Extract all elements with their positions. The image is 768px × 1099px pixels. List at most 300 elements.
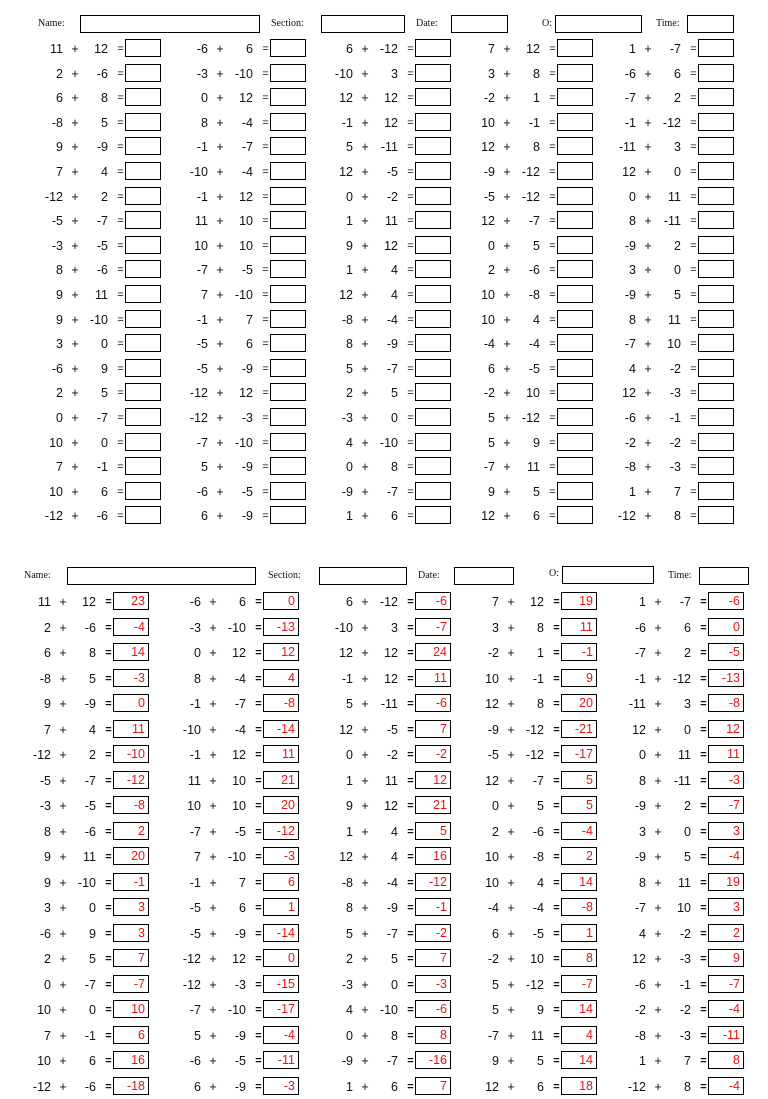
- equals-sign: =: [105, 978, 112, 991]
- plus-sign: +: [503, 189, 511, 204]
- answer-box[interactable]: 3: [708, 898, 744, 916]
- answer-box[interactable]: [125, 64, 161, 82]
- answer-box[interactable]: 6: [263, 873, 299, 891]
- answer-box[interactable]: -15: [263, 975, 299, 993]
- answer-box[interactable]: 0: [263, 592, 299, 610]
- addend-b: -6: [96, 509, 108, 524]
- answer-box[interactable]: 12: [415, 771, 451, 789]
- answer-box[interactable]: 7: [113, 949, 149, 967]
- answer-box[interactable]: 11: [415, 669, 451, 687]
- addend-b: 6: [391, 1079, 398, 1094]
- answer-box[interactable]: -13: [708, 669, 744, 687]
- answer-box[interactable]: [557, 211, 593, 229]
- answer-box[interactable]: [557, 285, 593, 303]
- answer-box[interactable]: [557, 433, 593, 451]
- answer-box[interactable]: [125, 211, 161, 229]
- answer-box[interactable]: [270, 211, 306, 229]
- answer-box[interactable]: [270, 113, 306, 131]
- answer-box[interactable]: [557, 113, 593, 131]
- equals-sign: =: [407, 596, 414, 608]
- answer-box[interactable]: -4: [113, 618, 149, 636]
- problem: [331, 820, 481, 844]
- answer-box[interactable]: [270, 162, 306, 180]
- answer-box[interactable]: -8: [263, 694, 299, 712]
- answer-box[interactable]: [698, 236, 734, 254]
- answer-box[interactable]: [125, 39, 161, 57]
- answer-box[interactable]: [270, 260, 306, 278]
- addend-a: 8: [346, 337, 353, 352]
- answer-box[interactable]: [698, 506, 734, 524]
- answer-box[interactable]: -3: [708, 771, 744, 789]
- answer-box[interactable]: -6: [708, 592, 744, 610]
- answer-box[interactable]: [415, 236, 451, 254]
- addend-b: -5: [241, 484, 253, 499]
- answer-box[interactable]: [415, 137, 451, 155]
- answer-box[interactable]: [125, 162, 161, 180]
- answer-box[interactable]: -14: [263, 720, 299, 738]
- equals-sign: =: [105, 1004, 112, 1016]
- answer-box[interactable]: 21: [263, 771, 299, 789]
- answer-box[interactable]: [698, 211, 734, 229]
- answer-box[interactable]: -4: [263, 1026, 299, 1044]
- equals-sign: =: [690, 313, 697, 326]
- answer-box[interactable]: [557, 162, 593, 180]
- answer-box[interactable]: [270, 506, 306, 524]
- addend-b: 5: [684, 850, 691, 864]
- answer-box[interactable]: 7: [415, 720, 451, 738]
- answer-box[interactable]: [698, 433, 734, 451]
- answer-box[interactable]: [557, 359, 593, 377]
- answer-box[interactable]: 16: [113, 1051, 149, 1069]
- addend-b: -5: [386, 165, 398, 179]
- equals-sign: =: [105, 723, 112, 736]
- addend-b: 8: [533, 140, 540, 155]
- answer-box[interactable]: -1: [415, 898, 451, 916]
- answer-box[interactable]: 1: [561, 924, 597, 942]
- answer-box[interactable]: -10: [113, 745, 149, 763]
- answer-box[interactable]: -12: [415, 873, 451, 891]
- answer-box[interactable]: [125, 260, 161, 278]
- answer-box[interactable]: 9: [708, 949, 744, 967]
- addend-b: 5: [391, 386, 398, 401]
- answer-box[interactable]: 2: [708, 924, 744, 942]
- plus-sign: +: [71, 66, 79, 81]
- answer-box[interactable]: [125, 457, 161, 475]
- answer-box[interactable]: [698, 162, 734, 180]
- addend-a: 2: [56, 386, 63, 401]
- answer-box[interactable]: [557, 39, 593, 57]
- plus-sign: +: [654, 595, 662, 609]
- answer-box[interactable]: -18: [113, 1077, 149, 1095]
- addend-a: -5: [487, 748, 499, 762]
- plus-sign: +: [209, 595, 217, 609]
- answer-box[interactable]: 7: [415, 1077, 451, 1095]
- answer-box[interactable]: [415, 482, 451, 500]
- answer-box[interactable]: 4: [263, 669, 299, 687]
- answer-box[interactable]: -17: [561, 745, 597, 763]
- problem: [186, 431, 336, 455]
- equals-sign: =: [553, 647, 560, 659]
- answer-box[interactable]: -3: [415, 975, 451, 993]
- answer-box[interactable]: [125, 88, 161, 106]
- answer-box[interactable]: [557, 482, 593, 500]
- answer-box[interactable]: 14: [561, 1051, 597, 1069]
- addend-a: 0: [346, 460, 353, 475]
- answer-box[interactable]: [698, 39, 734, 57]
- answer-box[interactable]: [557, 88, 593, 106]
- answer-box[interactable]: 24: [415, 643, 451, 661]
- problem-row: [0, 381, 768, 405]
- answer-box[interactable]: -7: [708, 975, 744, 993]
- plus-sign: +: [644, 214, 652, 229]
- answer-box[interactable]: 20: [561, 694, 597, 712]
- answer-box[interactable]: [698, 137, 734, 155]
- problem: [473, 111, 623, 135]
- answer-box[interactable]: 5: [415, 822, 451, 840]
- answer-box[interactable]: -2: [415, 924, 451, 942]
- answer-box[interactable]: 12: [708, 720, 744, 738]
- answer-box[interactable]: [557, 260, 593, 278]
- answer-box[interactable]: [557, 334, 593, 352]
- answer-box[interactable]: [698, 359, 734, 377]
- answer-box[interactable]: 1: [263, 898, 299, 916]
- answer-box[interactable]: -8: [561, 898, 597, 916]
- addend-b: 4: [101, 165, 108, 179]
- answer-box[interactable]: -3: [113, 669, 149, 687]
- time-field[interactable]: [687, 15, 734, 33]
- answer-box[interactable]: [698, 64, 734, 82]
- problem: [331, 947, 481, 971]
- addend-a: 11: [50, 42, 63, 56]
- answer-box[interactable]: [415, 39, 451, 57]
- answer-box[interactable]: 10: [113, 1000, 149, 1018]
- problem: [29, 871, 179, 895]
- answer-box[interactable]: [270, 310, 306, 328]
- answer-box[interactable]: [270, 236, 306, 254]
- answer-box[interactable]: [125, 334, 161, 352]
- plus-sign: +: [71, 484, 79, 499]
- answer-box[interactable]: 23: [113, 592, 149, 610]
- addend-a: 10: [49, 484, 63, 499]
- answer-box[interactable]: [557, 383, 593, 401]
- answer-box[interactable]: -16: [415, 1051, 451, 1069]
- answer-box[interactable]: [125, 433, 161, 451]
- answer-box[interactable]: [270, 482, 306, 500]
- answer-box[interactable]: [270, 359, 306, 377]
- addend-b: -7: [386, 1054, 398, 1068]
- answer-box[interactable]: [415, 408, 451, 426]
- answer-box[interactable]: -2: [415, 745, 451, 763]
- answer-box[interactable]: -14: [263, 924, 299, 942]
- plus-sign: +: [503, 91, 511, 106]
- addend-b: 7: [246, 312, 253, 327]
- answer-box[interactable]: 21: [415, 796, 451, 814]
- answer-box[interactable]: [270, 334, 306, 352]
- answer-box[interactable]: [415, 162, 451, 180]
- section-field[interactable]: [321, 15, 405, 33]
- answer-box[interactable]: -11: [263, 1051, 299, 1069]
- answer-box[interactable]: -8: [708, 694, 744, 712]
- answer-box[interactable]: 5: [561, 771, 597, 789]
- answer-box[interactable]: -5: [708, 643, 744, 661]
- answer-box[interactable]: [415, 457, 451, 475]
- name-field[interactable]: [80, 15, 260, 33]
- problem: [624, 667, 768, 691]
- answer-box[interactable]: -4: [561, 822, 597, 840]
- answer-box[interactable]: [270, 187, 306, 205]
- answer-box[interactable]: [415, 211, 451, 229]
- answer-box[interactable]: 7: [415, 949, 451, 967]
- answer-box[interactable]: 19: [561, 592, 597, 610]
- answer-box[interactable]: [557, 310, 593, 328]
- answer-box[interactable]: [698, 113, 734, 131]
- answer-box[interactable]: [415, 433, 451, 451]
- addend-b: 0: [674, 165, 681, 179]
- answer-box[interactable]: [698, 383, 734, 401]
- answer-box[interactable]: [415, 285, 451, 303]
- problem: [29, 718, 179, 742]
- answer-box[interactable]: [125, 113, 161, 131]
- answer-box[interactable]: -7: [113, 975, 149, 993]
- addend-a: -6: [196, 484, 208, 499]
- equals-sign: =: [690, 289, 697, 301]
- problem: [186, 160, 336, 184]
- answer-box[interactable]: [698, 457, 734, 475]
- addend-b: 12: [239, 386, 253, 401]
- addend-a: 10: [49, 435, 63, 450]
- answer-box[interactable]: 2: [561, 847, 597, 865]
- answer-box[interactable]: 20: [113, 847, 149, 865]
- answer-box[interactable]: 20: [263, 796, 299, 814]
- plus-sign: +: [361, 509, 369, 524]
- addend-b: -10: [234, 288, 253, 302]
- answer-box[interactable]: 14: [113, 643, 149, 661]
- answer-box[interactable]: [415, 334, 451, 352]
- problem: [614, 62, 764, 86]
- answer-box[interactable]: -1: [113, 873, 149, 891]
- answer-box[interactable]: [125, 310, 161, 328]
- answer-box[interactable]: [125, 408, 161, 426]
- answer-box[interactable]: 3: [708, 822, 744, 840]
- answer-box[interactable]: 0: [263, 949, 299, 967]
- answer-box[interactable]: [125, 383, 161, 401]
- equals-sign: =: [117, 485, 124, 498]
- addend-a: -4: [483, 337, 495, 352]
- answer-box[interactable]: [270, 64, 306, 82]
- answer-box[interactable]: 11: [263, 745, 299, 763]
- addend-b: 8: [537, 620, 544, 635]
- addend-a: -5: [196, 337, 208, 352]
- answer-box[interactable]: [698, 285, 734, 303]
- answer-box[interactable]: -13: [263, 618, 299, 636]
- equals-sign: =: [255, 621, 262, 634]
- answer-box[interactable]: 8: [561, 949, 597, 967]
- answer-box[interactable]: [415, 88, 451, 106]
- section-field[interactable]: [319, 567, 407, 585]
- o-field[interactable]: [555, 15, 642, 33]
- plus-sign: +: [503, 42, 511, 56]
- answer-box[interactable]: 2: [113, 822, 149, 840]
- answer-box[interactable]: [698, 187, 734, 205]
- answer-box[interactable]: [125, 236, 161, 254]
- answer-box[interactable]: 8: [415, 1026, 451, 1044]
- equals-sign: =: [549, 485, 556, 498]
- answer-box[interactable]: 18: [561, 1077, 597, 1095]
- time-field[interactable]: [699, 567, 749, 585]
- answer-box[interactable]: -7: [561, 975, 597, 993]
- answer-box[interactable]: [125, 285, 161, 303]
- addend-b: 12: [232, 952, 246, 966]
- answer-box[interactable]: 12: [263, 643, 299, 661]
- equals-sign: =: [549, 239, 556, 252]
- answer-box[interactable]: [270, 39, 306, 57]
- addend-a: 7: [44, 1028, 51, 1043]
- answer-box[interactable]: 14: [561, 1000, 597, 1018]
- problem: [614, 185, 764, 209]
- addend-a: 0: [44, 977, 51, 992]
- answer-box[interactable]: [698, 88, 734, 106]
- answer-box[interactable]: [415, 383, 451, 401]
- answer-box[interactable]: 9: [561, 669, 597, 687]
- addend-b: 0: [684, 722, 691, 737]
- equals-sign: =: [553, 774, 560, 787]
- answer-box[interactable]: 11: [113, 720, 149, 738]
- answer-box[interactable]: [270, 285, 306, 303]
- problem: [186, 406, 336, 430]
- answer-box[interactable]: 16: [415, 847, 451, 865]
- answer-box[interactable]: [415, 506, 451, 524]
- answer-box[interactable]: [557, 64, 593, 82]
- answer-box[interactable]: [698, 408, 734, 426]
- answer-box[interactable]: 11: [561, 618, 597, 636]
- answer-box[interactable]: [557, 236, 593, 254]
- answer-box[interactable]: -12: [113, 771, 149, 789]
- addend-b: 4: [391, 850, 398, 864]
- problem: [41, 135, 191, 159]
- answer-box[interactable]: [557, 408, 593, 426]
- answer-box[interactable]: 0: [708, 618, 744, 636]
- answer-box[interactable]: [270, 137, 306, 155]
- answer-box[interactable]: 14: [561, 873, 597, 891]
- addend-a: 0: [346, 748, 353, 762]
- answer-box[interactable]: [698, 310, 734, 328]
- answer-box[interactable]: [125, 359, 161, 377]
- answer-box[interactable]: -12: [263, 822, 299, 840]
- answer-box[interactable]: [270, 433, 306, 451]
- answer-box[interactable]: 8: [708, 1051, 744, 1069]
- answer-box[interactable]: [557, 506, 593, 524]
- answer-box[interactable]: 3: [113, 924, 149, 942]
- answer-box[interactable]: -3: [263, 1077, 299, 1095]
- answer-box[interactable]: 11: [708, 745, 744, 763]
- answer-box[interactable]: 4: [561, 1026, 597, 1044]
- answer-box[interactable]: -8: [113, 796, 149, 814]
- answer-box[interactable]: 0: [113, 694, 149, 712]
- addend-a: 3: [56, 337, 63, 352]
- plus-sign: +: [216, 42, 224, 56]
- answer-box[interactable]: -17: [263, 1000, 299, 1018]
- answer-box[interactable]: [415, 187, 451, 205]
- date-field[interactable]: [454, 567, 514, 585]
- plus-sign: +: [503, 214, 511, 229]
- problem: [331, 111, 481, 135]
- addend-b: -5: [241, 263, 253, 278]
- problem: [331, 135, 481, 159]
- answer-box[interactable]: [557, 137, 593, 155]
- answer-box[interactable]: -4: [708, 1077, 744, 1095]
- answer-box[interactable]: -4: [708, 847, 744, 865]
- answer-box[interactable]: [415, 260, 451, 278]
- answer-box[interactable]: [698, 482, 734, 500]
- answer-box[interactable]: -6: [415, 1000, 451, 1018]
- plus-sign: +: [59, 977, 67, 992]
- answer-box[interactable]: [415, 310, 451, 328]
- answer-box[interactable]: -1: [561, 643, 597, 661]
- equals-sign: =: [255, 1029, 262, 1042]
- equals-sign: =: [105, 953, 112, 965]
- answer-box[interactable]: -21: [561, 720, 597, 738]
- problem: [331, 896, 481, 920]
- answer-box[interactable]: [125, 482, 161, 500]
- answer-box[interactable]: [125, 137, 161, 155]
- date-field[interactable]: [451, 15, 508, 33]
- answer-box[interactable]: [698, 334, 734, 352]
- problem: [29, 1075, 179, 1099]
- equals-sign: =: [407, 800, 414, 812]
- problem-row: [0, 185, 768, 209]
- answer-box[interactable]: -11: [708, 1026, 744, 1044]
- answer-box[interactable]: [557, 457, 593, 475]
- answer-box[interactable]: -7: [708, 796, 744, 814]
- answer-box[interactable]: -6: [415, 694, 451, 712]
- addend-b: 8: [674, 509, 681, 524]
- addend-a: 1: [639, 1054, 646, 1068]
- name-field[interactable]: [67, 567, 256, 585]
- equals-sign: =: [262, 92, 269, 105]
- answer-box[interactable]: 3: [113, 898, 149, 916]
- answer-box[interactable]: [125, 506, 161, 524]
- answer-box[interactable]: 6: [113, 1026, 149, 1044]
- o-field[interactable]: [562, 566, 654, 584]
- problem: [477, 743, 627, 767]
- answer-box[interactable]: -4: [708, 1000, 744, 1018]
- answer-box[interactable]: [698, 260, 734, 278]
- answer-box[interactable]: [270, 383, 306, 401]
- answer-box[interactable]: -6: [415, 592, 451, 610]
- addend-a: -5: [189, 901, 201, 915]
- answer-box[interactable]: [415, 359, 451, 377]
- answer-box[interactable]: [270, 457, 306, 475]
- answer-box[interactable]: [415, 113, 451, 131]
- equals-sign: =: [690, 461, 697, 474]
- addend-b: 10: [232, 799, 246, 813]
- equals-sign: =: [553, 596, 560, 608]
- answer-box[interactable]: 5: [561, 796, 597, 814]
- answer-box[interactable]: -7: [415, 618, 451, 636]
- answer-box[interactable]: [270, 408, 306, 426]
- equals-sign: =: [690, 436, 697, 449]
- answer-box[interactable]: [270, 88, 306, 106]
- answer-box[interactable]: 19: [708, 873, 744, 891]
- answer-box[interactable]: [557, 187, 593, 205]
- addend-b: -7: [96, 411, 108, 425]
- addend-a: 0: [194, 646, 201, 660]
- answer-box[interactable]: [415, 64, 451, 82]
- plus-sign: +: [216, 484, 224, 499]
- answer-box[interactable]: -3: [263, 847, 299, 865]
- answer-box[interactable]: [125, 187, 161, 205]
- addend-b: 3: [391, 66, 398, 81]
